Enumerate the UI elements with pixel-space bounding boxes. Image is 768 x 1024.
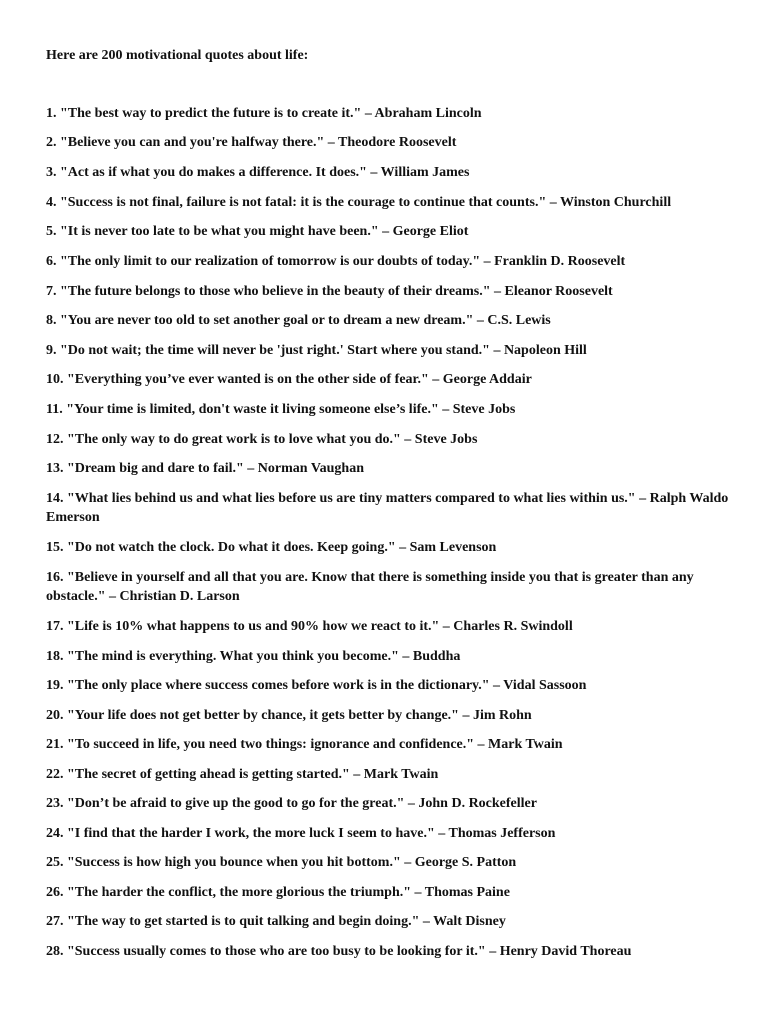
- quote-item: 27. "The way to get started is to quit talking and begin doing." – Walt Disney: [46, 914, 506, 929]
- quote-item: 6. "The only limit to our realization of tomorrow is our doubts of today." – Franklin D. Roosevelt: [46, 254, 626, 269]
- quote-item: 25. "Success is how high you bounce when you hit bottom." – George S. Patton: [46, 855, 517, 870]
- quote-item: 15. "Do not watch the clock. Do what it does. Keep going." – Sam Levenson: [46, 540, 497, 555]
- quote-item: 9. "Do not wait; the time will never be 'just right.' Start where you stand." – Napoleon Hill: [46, 343, 587, 358]
- intro-line: Here are 200 motivational quotes about life:: [46, 48, 309, 63]
- quote-item: 13. "Dream big and dare to fail." – Norman Vaughan: [46, 461, 365, 476]
- quote-item: 8. "You are never too old to set another goal or to dream a new dream." – C.S. Lewis: [46, 313, 551, 328]
- quote-item: 12. "The only way to do great work is to love what you do." – Steve Jobs: [46, 432, 478, 447]
- quote-item: 18. "The mind is everything. What you think you become." – Buddha: [46, 649, 461, 664]
- quote-item: 28. "Success usually comes to those who are too busy to be looking for it." – Henry David Thoreau: [46, 944, 632, 959]
- quote-item: 11. "Your time is limited, don't waste it living someone else’s life." – Steve Jobs: [46, 402, 516, 417]
- quote-item: 22. "The secret of getting ahead is getting started." – Mark Twain: [46, 767, 439, 782]
- quote-item: 7. "The future belongs to those who believe in the beauty of their dreams." – Eleanor Roosevelt: [46, 284, 613, 299]
- quote-item: 19. "The only place where success comes before work is in the dictionary." – Vidal Sassoon: [46, 678, 587, 693]
- quote-item: 16. "Believe in yourself and all that you are. Know that there is something inside you that is greater than any obstacle." – Christian D. Larson: [46, 570, 694, 604]
- quote-item: 3. "Act as if what you do makes a difference. It does." – William James: [46, 165, 470, 180]
- quote-item: 5. "It is never too late to be what you might have been." – George Eliot: [46, 224, 469, 239]
- quote-item: 1. "The best way to predict the future is to create it." – Abraham Lincoln: [46, 106, 482, 121]
- quote-item: 10. "Everything you’ve ever wanted is on the other side of fear." – George Addair: [46, 372, 532, 387]
- quote-item: 17. "Life is 10% what happens to us and 90% how we react to it." – Charles R. Swindoll: [46, 619, 573, 634]
- quote-item: 26. "The harder the conflict, the more glorious the triumph." – Thomas Paine: [46, 885, 510, 900]
- quote-item: 4. "Success is not final, failure is not fatal: it is the courage to continue that counts." – Winston Churchill: [46, 195, 672, 210]
- quote-item: 14. "What lies behind us and what lies before us are tiny matters compared to what lies within us." – Ralph Waldo Emerson: [46, 491, 729, 525]
- quote-item: 2. "Believe you can and you're halfway there." – Theodore Roosevelt: [46, 135, 457, 150]
- quote-item: 23. "Don’t be afraid to give up the good to go for the great." – John D. Rockefeller: [46, 796, 537, 811]
- quote-item: 20. "Your life does not get better by chance, it gets better by change." – Jim Rohn: [46, 708, 532, 723]
- quote-item: 24. "I find that the harder I work, the more luck I seem to have." – Thomas Jefferson: [46, 826, 556, 841]
- quote-item: 21. "To succeed in life, you need two things: ignorance and confidence." – Mark Twain: [46, 737, 563, 752]
